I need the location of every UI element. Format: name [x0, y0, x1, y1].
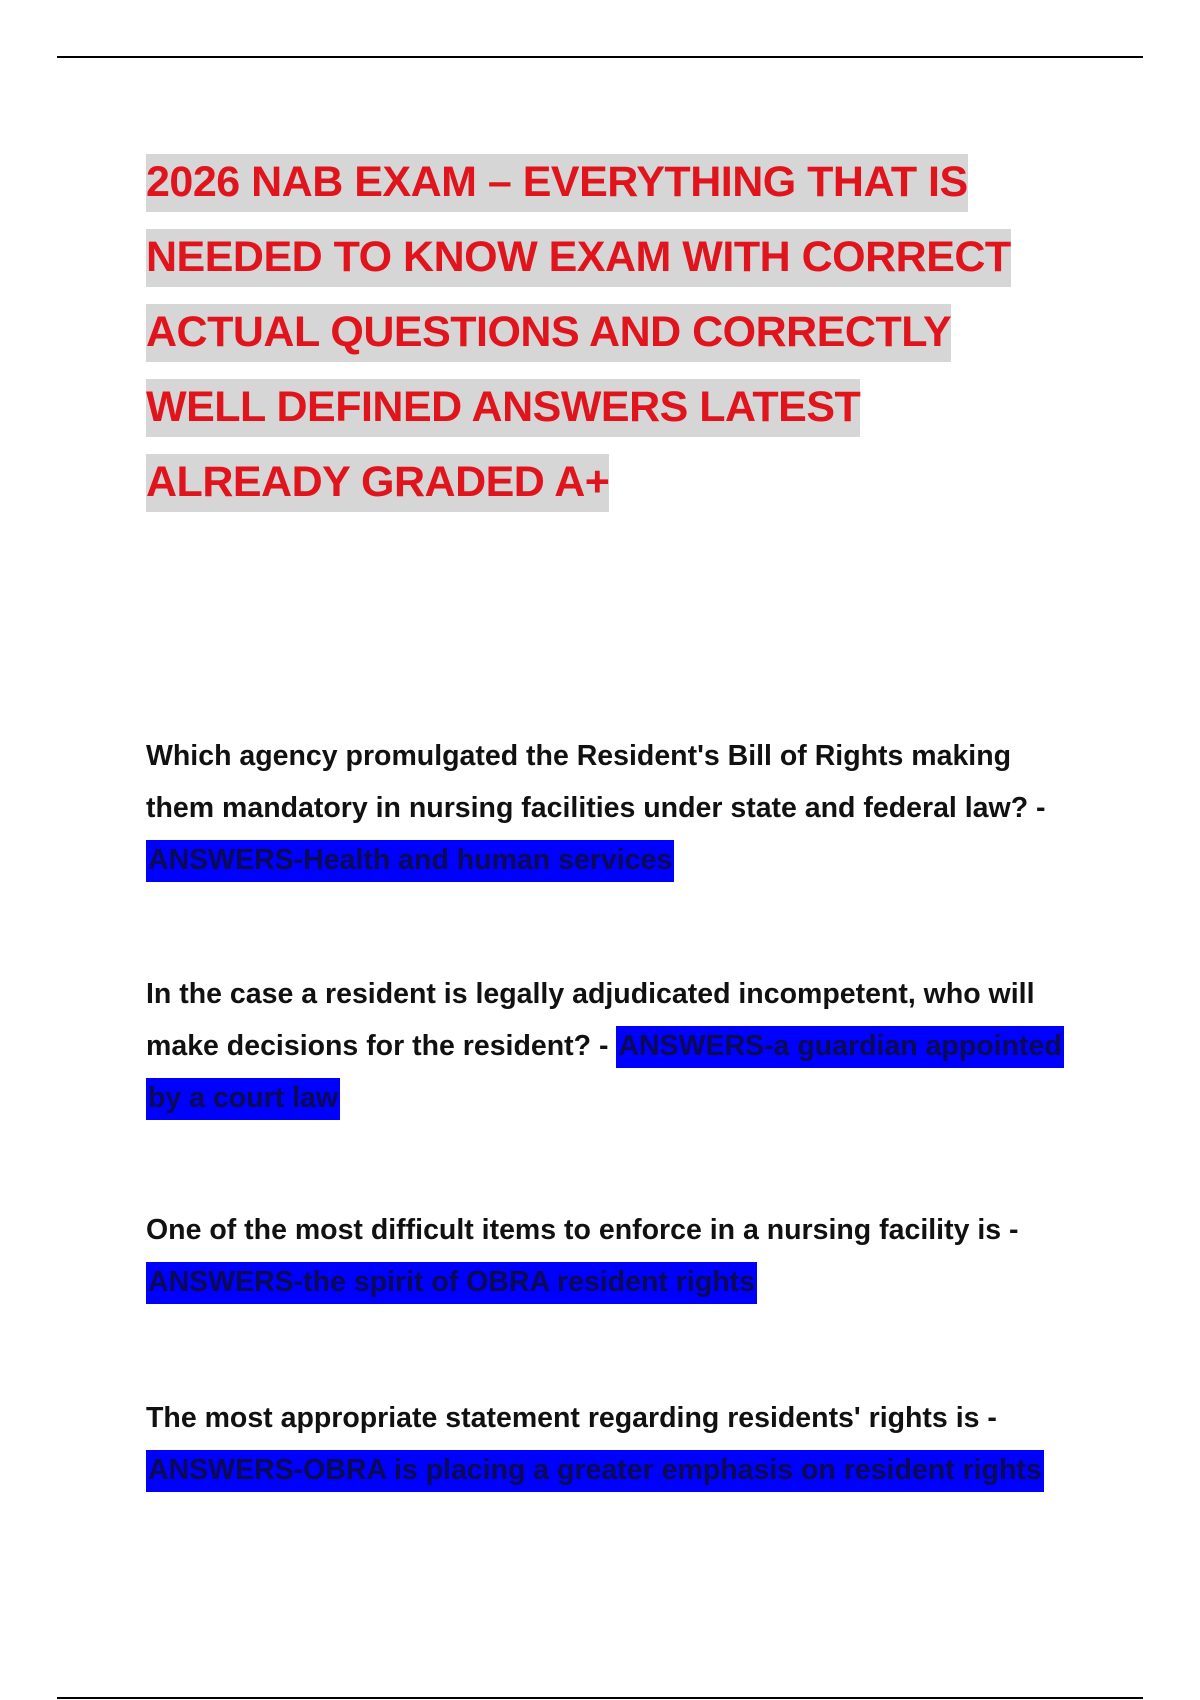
header-rule — [57, 56, 1143, 58]
answer-text: ANSWERS-a guardian appointed by a court law — [146, 1026, 1064, 1120]
question-text: The most appropriate statement regarding residents' rights is - — [146, 1402, 997, 1434]
qa-item-1 — [146, 730, 1066, 886]
title-highlight: 2026 NAB EXAM – EVERYTHING THAT IS NEEDED TO KNOW EXAM WITH CORRECT ACTUAL QUESTIONS AND CORRECTLY WELL DEFINED ANSWERS LATEST ALREADY GRADED A+ — [146, 154, 1011, 512]
answer-text: ANSWERS-Health and human services — [146, 840, 674, 882]
answer-text: ANSWERS-the spirit of OBRA resident rights — [146, 1262, 757, 1304]
question-text: In the case a resident is legally adjudicated incompetent, who will make decisions for the resident? - — [146, 978, 1035, 1062]
question-text: Which agency promulgated the Resident's Bill of Rights making them mandatory in nursing facilities under state and federal law? - — [146, 740, 1046, 824]
qa-item-2 — [146, 968, 1066, 1124]
qa-item-3 — [146, 1204, 1066, 1308]
qa-item-4 — [146, 1392, 1066, 1496]
document-title — [146, 145, 1066, 520]
answer-text: ANSWERS-OBRA is placing a greater emphasis on resident rights — [146, 1450, 1044, 1492]
footer-rule — [57, 1697, 1143, 1699]
question-text: One of the most difficult items to enforce in a nursing facility is - — [146, 1214, 1019, 1246]
